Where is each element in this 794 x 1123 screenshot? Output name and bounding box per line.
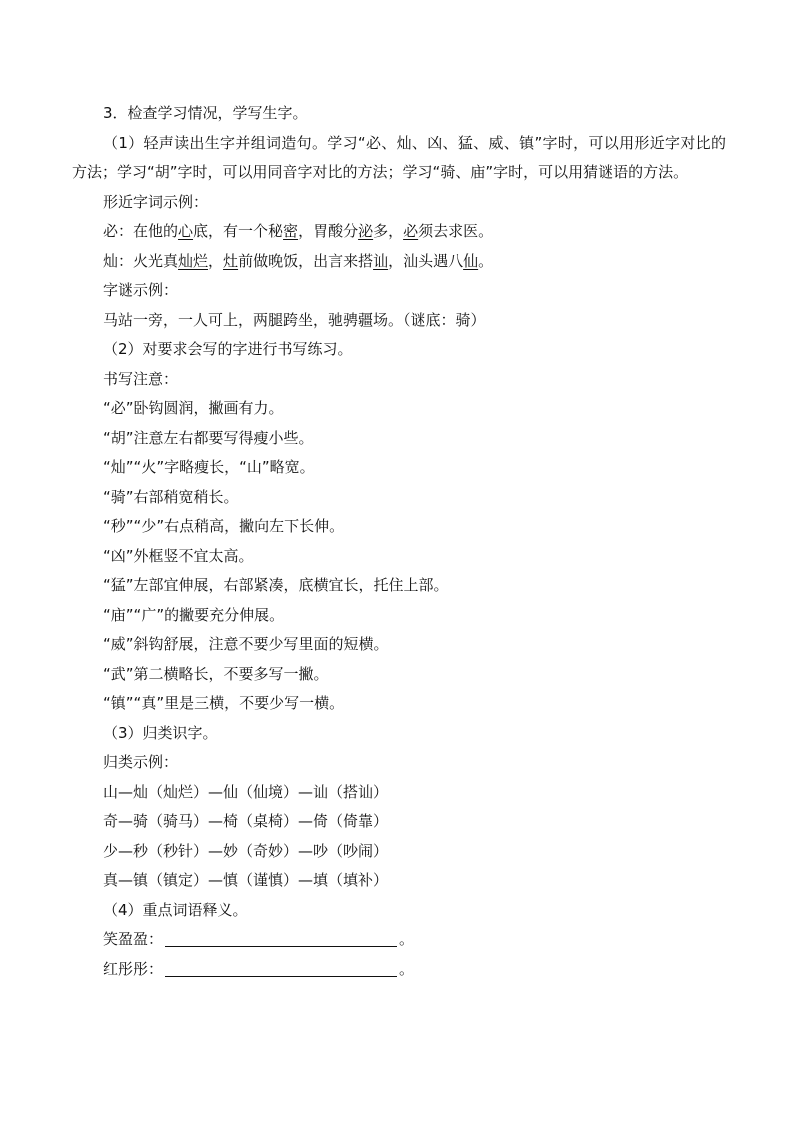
underlined-word: 心 <box>178 222 194 240</box>
vocab-word: 笑盈盈： <box>103 930 164 948</box>
vocab-line: 红彤彤： 。 <box>103 959 415 978</box>
underlined-word: 灿烂 <box>178 251 209 270</box>
writing-note: “必”卧钩圆润，撇画有力。 <box>103 399 284 417</box>
can-example-line: 灿：火光真灿烂，灶前做晚饭，出言来搭讪，汕头遇八仙。 <box>103 251 494 270</box>
step-3-line: （3）归类识字。 <box>103 723 218 742</box>
underlined-word: 讪 <box>373 251 389 270</box>
writing-note: “镇”“真”里是三横，不要少写一横。 <box>103 694 345 712</box>
writing-note: “武”第二横略长，不要多写一撇。 <box>103 664 329 683</box>
answer-blank[interactable] <box>165 929 397 947</box>
lesson-content <box>72 99 726 984</box>
writing-notes-title: 书写注意： <box>103 369 179 388</box>
grouping-line: 山—灿（灿烂）—仙（仙境）—讪（搭讪） <box>103 782 389 801</box>
bi-example-line: 必：在他的心底，有一个秘密，胃酸分泌多，必须去求医。 <box>103 222 494 240</box>
writing-note: “灿”“火”字略瘦长，“山”略宽。 <box>103 458 315 476</box>
grouping-title: 归类示例： <box>103 753 179 771</box>
similar-words-title: 形近字词示例： <box>103 192 209 211</box>
vocab-line: 笑盈盈： 。 <box>103 930 415 948</box>
answer-blank[interactable] <box>165 959 397 977</box>
vocab-word: 红彤彤： <box>103 959 164 978</box>
writing-note: “威”斜钩舒展，注意不要少写里面的短横。 <box>103 635 389 653</box>
writing-note: “秒”“少”右点稍高，撇向左下长伸。 <box>103 517 345 535</box>
riddle-title: 字谜示例： <box>103 281 179 299</box>
underlined-word: 仙 <box>463 251 479 270</box>
underlined-word: 泌 <box>358 222 374 240</box>
writing-note: “庙”“广”的撇要充分伸展。 <box>103 605 285 624</box>
step-4-line: （4）重点词语释义。 <box>103 900 248 919</box>
writing-note: “骑”右部稍宽稍长。 <box>103 487 239 506</box>
grouping-line: 真—镇（镇定）—慎（谨慎）—填（填补） <box>103 871 389 889</box>
writing-note: “凶”外框竖不宜太高。 <box>103 546 254 565</box>
grouping-line: 奇—骑（骑马）—椅（桌椅）—倚（倚靠） <box>103 812 389 830</box>
writing-note: “猛”左部宜伸展，右部紧凑，底横宜长，托住上部。 <box>103 576 449 594</box>
underlined-word: 灶 <box>223 251 239 270</box>
riddle-text: 马站一旁，一人可上，两腿跨坐，驰骋疆场。（谜底：骑） <box>103 310 486 329</box>
grouping-line: 少—秒（秒针）—妙（奇妙）—吵（吵闹） <box>103 841 389 860</box>
underlined-word: 必 <box>403 222 419 240</box>
underlined-word: 密 <box>283 222 299 240</box>
section-heading: 3．检查学习情况，学写生字。 <box>103 104 308 122</box>
step-2-line: （2）对要求会写的字进行书写练习。 <box>103 340 353 358</box>
writing-note: “胡”注意左右都要写得瘦小些。 <box>103 428 314 447</box>
step-1-paragraph: （1）轻声读出生字并组词造句。学习“必、灿、凶、猛、威、镇”字时，可以用形近字对比的方法；学习“胡”字时，可以用同音字对比的方法；学习“骑、庙”字时，可以用猜谜语的方法。 <box>72 133 726 181</box>
